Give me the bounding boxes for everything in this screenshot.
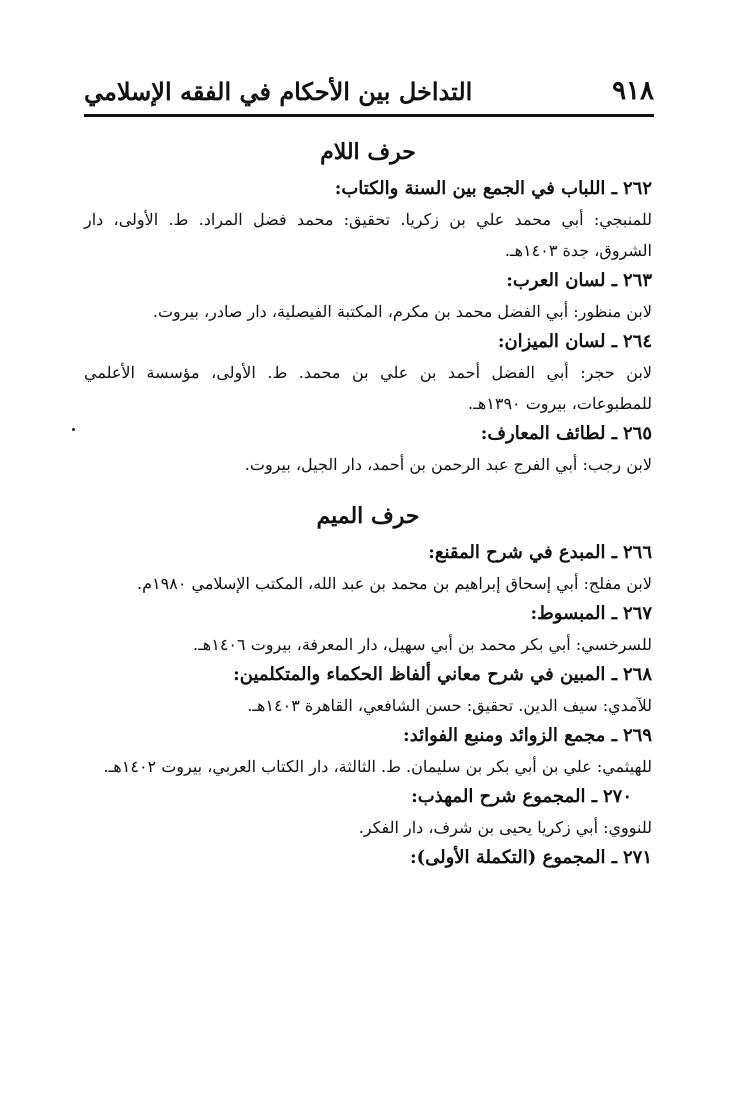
entry-266 bbox=[84, 538, 652, 599]
entry-body: للمنبجي: أبي محمد علي بن زكريا. تحقيق: محمد فضل المراد. ط. الأولى، دار الشروق، جدة ١٤٠٣هـ. bbox=[84, 210, 652, 260]
page-number: ٩١٨ bbox=[612, 76, 654, 106]
entry-number: ٢٦٤ bbox=[622, 331, 652, 352]
entry-number: ٢٦٧ bbox=[622, 603, 652, 624]
entry-title-text: ـ لسان الميزان: bbox=[497, 331, 617, 352]
entry-title bbox=[84, 266, 652, 296]
entry-268 bbox=[84, 660, 652, 721]
entry-title bbox=[84, 721, 652, 751]
entry-number: ٢٧١ bbox=[622, 847, 652, 868]
entry-title-text: ـ المجموع (التكملة الأولى): bbox=[409, 847, 617, 868]
entry-number: ٢٧٠ bbox=[602, 786, 632, 807]
entry-body: لابن منظور: أبي الفضل محمد بن مكرم، المكتبة الفيصلية، دار صادر، بيروت. bbox=[152, 302, 652, 321]
entry-body: لابن رجب: أبي الفرج عبد الرحمن بن أحمد، دار الجيل، بيروت. bbox=[244, 455, 652, 474]
section-heading-mim: حرف الميم bbox=[316, 503, 420, 529]
entry-title bbox=[84, 782, 652, 812]
bibliography-content bbox=[84, 130, 652, 873]
entry-title-text: ـ لسان العرب: bbox=[506, 270, 617, 291]
entry-270 bbox=[84, 782, 652, 843]
entry-title-text: ـ المجموع شرح المهذب: bbox=[411, 786, 597, 807]
entry-title bbox=[84, 843, 652, 873]
entry-body: لابن مفلح: أبي إسحاق إبراهيم بن محمد بن عبد الله، المكتب الإسلامي ١٩٨٠م. bbox=[137, 574, 652, 593]
entry-title bbox=[84, 174, 652, 204]
entry-number: ٢٦٦ bbox=[622, 542, 652, 563]
entry-body: لابن حجر: أبي الفضل أحمد بن علي بن محمد. ط. الأولى، مؤسسة الأعلمي للمطبوعات، بيروت ١٣٩٠هـ. bbox=[84, 363, 652, 413]
section-heading-lam: حرف اللام bbox=[320, 139, 416, 165]
entry-263 bbox=[84, 266, 652, 327]
entry-number: ٢٦٣ bbox=[622, 270, 652, 291]
entry-title-text: ـ المبسوط: bbox=[530, 603, 617, 624]
stray-mark bbox=[72, 428, 75, 431]
entry-264 bbox=[84, 327, 652, 419]
entry-body: للآمدي: سيف الدين. تحقيق: حسن الشافعي، القاهرة ١٤٠٣هـ. bbox=[247, 696, 652, 715]
section-gap bbox=[84, 480, 652, 494]
entry-265 bbox=[84, 419, 652, 480]
entry-title-text: ـ المبين في شرح معاني ألفاظ الحكماء والمتكلمين: bbox=[233, 664, 617, 685]
entry-number: ٢٦٨ bbox=[622, 664, 652, 685]
entry-267 bbox=[84, 599, 652, 660]
entry-number: ٢٦٩ bbox=[622, 725, 652, 746]
entry-271 bbox=[84, 843, 652, 873]
entry-title bbox=[84, 538, 652, 568]
entry-title bbox=[84, 327, 652, 357]
entry-269 bbox=[84, 721, 652, 782]
entry-number: ٢٦٥ bbox=[622, 423, 652, 444]
running-title: التداخل بين الأحكام في الفقه الإسلامي bbox=[84, 76, 473, 106]
entry-body: للسرخسي: أبي بكر محمد بن أبي سهيل، دار المعرفة، بيروت ١٤٠٦هـ. bbox=[193, 635, 652, 654]
entry-title bbox=[84, 660, 652, 690]
entry-title-text: ـ لطائف المعارف: bbox=[480, 423, 617, 444]
entry-title-text: ـ مجمع الزوائد ومنبع الفوائد: bbox=[403, 725, 617, 746]
entry-title bbox=[84, 599, 652, 629]
entry-title-text: ـ المبدع في شرح المقنع: bbox=[428, 542, 617, 563]
entry-262 bbox=[84, 174, 652, 266]
entry-body: للهيثمي: علي بن أبي بكر بن سليمان. ط. الثالثة، دار الكتاب العربي، بيروت ١٤٠٢هـ. bbox=[103, 757, 652, 776]
entry-body: للنووي: أبي زكريا يحيى بن شرف، دار الفكر. bbox=[358, 818, 652, 837]
page-header bbox=[84, 68, 654, 117]
entry-number: ٢٦٢ bbox=[622, 178, 652, 199]
entry-title bbox=[84, 419, 652, 449]
entry-title-text: ـ اللباب في الجمع بين السنة والكتاب: bbox=[334, 178, 617, 199]
